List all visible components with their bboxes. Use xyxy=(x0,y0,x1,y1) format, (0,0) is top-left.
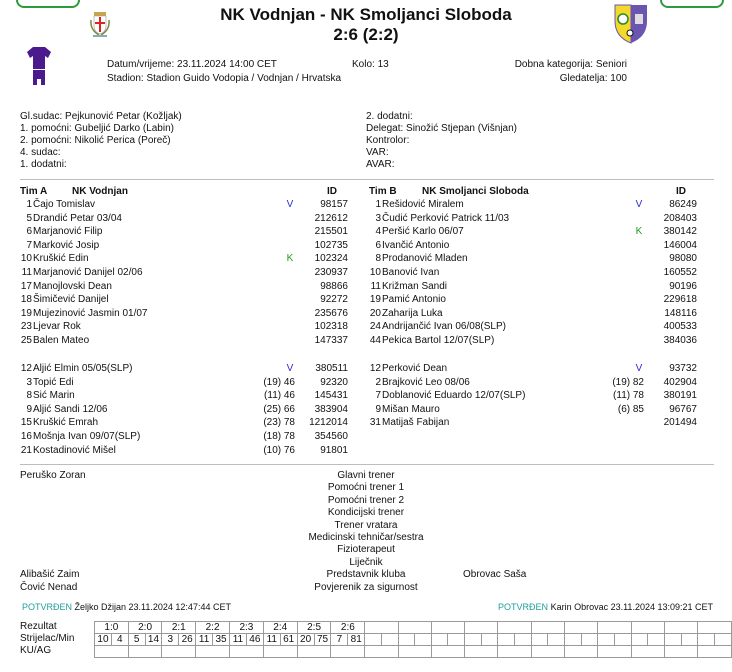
home-confirmation-text: Željko Džijan 23.11.2024 12:47:44 CET xyxy=(74,602,231,612)
shirt-number: 4 xyxy=(375,226,381,238)
age-category: Dobna kategorija: Seniori xyxy=(514,59,627,70)
minute-cell xyxy=(448,634,465,646)
scorer-cell xyxy=(665,634,682,646)
player-name: Čudić Perković Patrick 11/03 xyxy=(382,212,510,224)
result-cell: 2:1 xyxy=(162,622,196,634)
shirt-number: 19 xyxy=(369,294,381,306)
player-row xyxy=(364,320,709,334)
official-line: 1. pomoćni: Gubeljić Darko (Labin) xyxy=(20,123,174,134)
player-name: Aljić Elmin 05/05(SLP) xyxy=(33,363,133,374)
score-label-result: Rezultat xyxy=(20,621,57,632)
shirt-number: 44 xyxy=(369,335,381,346)
cards-cell xyxy=(398,646,431,658)
cards-cell xyxy=(665,646,698,658)
player-id: 160552 xyxy=(663,267,697,278)
shirt-number: 8 xyxy=(375,253,381,265)
player-id: 102735 xyxy=(314,239,348,251)
player-id: 201494 xyxy=(663,417,697,429)
player-name: Kostadinović Mišel xyxy=(33,444,116,456)
substitute-row xyxy=(364,389,709,403)
cards-cell xyxy=(128,646,162,658)
minute-cell xyxy=(615,634,632,646)
substitute-row xyxy=(15,416,360,430)
scorer-cell: 20 xyxy=(297,634,314,646)
player-id: 215501 xyxy=(314,226,348,238)
substitution-info: (19) 82 xyxy=(612,376,644,388)
minute-cell xyxy=(548,634,565,646)
player-name: Križman Sandi xyxy=(382,280,448,292)
result-cell: 2:5 xyxy=(297,622,331,634)
player-id: 400533 xyxy=(663,321,697,333)
cards-cell xyxy=(498,646,531,658)
cards-cell xyxy=(196,646,230,658)
cards-cell xyxy=(297,646,331,658)
shirt-number: 2 xyxy=(375,376,381,388)
player-id: 354560 xyxy=(314,431,348,442)
cards-cell xyxy=(263,646,297,658)
player-name: Ljevar Rok xyxy=(33,321,81,333)
player-row xyxy=(364,293,709,307)
shirt-number: 10 xyxy=(20,253,32,265)
shirt-number: 3 xyxy=(26,376,32,388)
substitution-info: (19) 46 xyxy=(263,376,295,388)
player-name: Balen Mateo xyxy=(33,335,90,346)
player-row xyxy=(364,239,709,253)
player-name: Zaharija Luka xyxy=(382,307,443,319)
player-id: 92320 xyxy=(320,376,348,388)
scorer-cell xyxy=(565,634,582,646)
player-name: Sić Marin xyxy=(33,390,75,402)
official-line: 4. sudac: xyxy=(20,147,61,158)
player-name: Drandić Petar 03/04 xyxy=(33,212,122,224)
scorer-cell xyxy=(631,634,648,646)
player-row xyxy=(364,307,709,321)
result-cell: 2:0 xyxy=(128,622,162,634)
score-label-cards: KU/AG xyxy=(20,645,52,656)
away-staff-name: Obrovac Saša xyxy=(463,569,527,581)
player-name: Banović Ivan xyxy=(382,267,440,278)
minute-cell xyxy=(581,634,598,646)
away-confirmation-text: Karin Obrovac 23.11.2024 13:09:21 CET xyxy=(550,602,713,612)
shirt-number: 1 xyxy=(26,199,32,210)
shirt-number: 24 xyxy=(369,321,381,333)
shirt-number: 25 xyxy=(20,335,32,346)
minute-cell xyxy=(481,634,498,646)
player-id: 402904 xyxy=(663,376,697,388)
match-stadium: Stadion: Stadion Guido Vodopia / Vodnjan / Hrvatska xyxy=(107,73,342,84)
player-id: 212612 xyxy=(314,212,348,224)
match-datetime: Datum/vrijeme: 23.11.2024 14:00 CET xyxy=(107,59,277,70)
scorer-cell: 7 xyxy=(331,634,348,646)
team-b-id-header: ID xyxy=(676,186,686,197)
team-a-id-header: ID xyxy=(327,186,337,197)
cards-cell xyxy=(229,646,263,658)
shirt-number: 11 xyxy=(21,267,32,278)
result-cell xyxy=(365,622,398,634)
player-name: Marjanović Danijel 02/06 xyxy=(33,267,143,278)
shirt-number: 5 xyxy=(26,212,32,224)
shirt-number: 23 xyxy=(20,321,32,333)
official-line: 1. dodatni: xyxy=(20,159,67,170)
player-row xyxy=(364,225,709,239)
shirt-number: 6 xyxy=(26,226,32,238)
player-name: Mišan Mauro xyxy=(382,403,440,415)
shirt-number: 16 xyxy=(20,431,32,442)
player-id: 147337 xyxy=(314,335,348,346)
minute-cell xyxy=(415,634,432,646)
scorer-cell xyxy=(531,634,548,646)
scorer-row xyxy=(95,634,732,646)
player-row xyxy=(364,280,709,294)
divider xyxy=(20,464,714,465)
shirt-number: 6 xyxy=(375,239,381,251)
player-row xyxy=(15,266,360,280)
result-cell xyxy=(431,622,464,634)
goalkeeper-marker: V xyxy=(635,363,643,374)
player-name: Rešidović Miralem xyxy=(382,199,464,210)
spectators: Gledatelja: 100 xyxy=(559,73,627,84)
player-id: 1212014 xyxy=(309,417,348,429)
home-confirmation-status: POTVRĐEN xyxy=(22,602,73,612)
captain-marker: K xyxy=(286,253,294,265)
player-id: 380191 xyxy=(663,390,697,402)
player-name: Marković Josip xyxy=(33,239,100,251)
player-name: Manojlovski Dean xyxy=(33,280,112,292)
player-id: 98157 xyxy=(320,199,348,210)
player-row xyxy=(15,212,360,226)
result-cell: 2:6 xyxy=(331,622,365,634)
player-name: Aljić Sandi 12/06 xyxy=(33,403,108,415)
player-name: Mošnja Ivan 09/07(SLP) xyxy=(33,431,141,442)
team-a-name: NK Vodnjan xyxy=(72,186,128,197)
player-name: Doblanović Eduardo 12/07(SLP) xyxy=(382,390,526,402)
cards-cell xyxy=(331,646,365,658)
player-name: Brajković Leo 08/06 xyxy=(382,376,470,388)
player-row xyxy=(364,252,709,266)
staff-role: Predstavnik kluba xyxy=(326,569,406,581)
player-id: 380511 xyxy=(315,363,348,374)
player-id: 235676 xyxy=(314,307,348,319)
substitution-info: (10) 76 xyxy=(263,444,295,456)
player-row xyxy=(15,239,360,253)
team-b-label: Tim B xyxy=(369,186,397,197)
shirt-number: 12 xyxy=(369,363,381,374)
player-name: Pamić Antonio xyxy=(382,294,446,306)
minute-cell xyxy=(515,634,532,646)
result-cell xyxy=(631,622,664,634)
substitution-info: (11) 46 xyxy=(264,390,295,402)
scorer-cell: 11 xyxy=(263,634,280,646)
substitute-row xyxy=(364,403,709,417)
minute-cell: 26 xyxy=(179,634,196,646)
shirt-number: 31 xyxy=(369,417,381,429)
staff-role: Liječnik xyxy=(349,556,383,568)
shirt-number: 11 xyxy=(370,280,381,292)
player-row xyxy=(15,252,360,266)
player-id: 98080 xyxy=(669,253,697,265)
scorer-cell: 3 xyxy=(162,634,179,646)
substitute-row xyxy=(15,444,360,458)
scorer-cell xyxy=(598,634,615,646)
shirt-number: 8 xyxy=(26,390,32,402)
officials-left xyxy=(20,111,182,171)
official-line: Delegat: Sinožić Stjepan (Višnjan) xyxy=(366,123,518,134)
scorer-cell xyxy=(365,634,382,646)
substitute-row xyxy=(15,362,360,376)
away-confirmation-status: POTVRĐEN xyxy=(498,602,549,612)
cards-cell xyxy=(162,646,196,658)
player-id: 384036 xyxy=(663,335,697,346)
home-staff-name: Čović Nenad xyxy=(20,581,78,593)
player-row xyxy=(364,198,709,212)
player-name: Matijaš Fabijan xyxy=(382,417,450,429)
player-row xyxy=(15,293,360,307)
captain-marker: K xyxy=(635,226,643,238)
substitution-info: (23) 78 xyxy=(263,417,295,429)
shirt-number: 9 xyxy=(26,403,32,415)
result-row xyxy=(95,622,732,634)
staff-role: Trener vratara xyxy=(334,519,398,531)
result-cell: 2:2 xyxy=(196,622,230,634)
shirt-number: 19 xyxy=(20,307,32,319)
home-confirmation xyxy=(22,601,231,613)
minute-cell: 61 xyxy=(280,634,297,646)
officials-right xyxy=(366,111,517,171)
official-line: AVAR: xyxy=(366,159,395,170)
result-cell: 2:3 xyxy=(229,622,263,634)
player-id: 96767 xyxy=(669,403,697,415)
result-cell xyxy=(665,622,698,634)
goalkeeper-marker: V xyxy=(286,199,294,210)
player-id: 90196 xyxy=(669,280,697,292)
scorer-cell: 5 xyxy=(128,634,145,646)
player-id: 208403 xyxy=(663,212,697,224)
substitution-info: (18) 78 xyxy=(263,431,295,442)
player-name: Šimičević Danijel xyxy=(33,294,109,306)
shirt-number: 18 xyxy=(20,294,32,306)
substitute-row xyxy=(15,376,360,390)
player-name: Ivančić Antonio xyxy=(382,239,450,251)
home-staff-name: Alibašić Zaim xyxy=(20,569,80,581)
shirt-number: 7 xyxy=(26,239,32,251)
substitute-row xyxy=(364,376,709,390)
player-id: 383904 xyxy=(314,403,348,415)
player-row xyxy=(364,266,709,280)
goalkeeper-marker: V xyxy=(635,199,643,210)
staff-role: Pomoćni trener 1 xyxy=(327,482,405,494)
team-b-name: NK Smoljanci Sloboda xyxy=(422,186,529,197)
player-name: Kruškić Edin xyxy=(33,253,89,265)
cards-cell xyxy=(698,646,732,658)
substitution-info: (25) 66 xyxy=(263,403,295,415)
scorer-cell xyxy=(398,634,415,646)
staff-role: Povjerenik za sigurnost xyxy=(314,581,418,593)
substitute-row xyxy=(15,389,360,403)
divider xyxy=(20,179,714,180)
cards-cell xyxy=(565,646,598,658)
match-title: NK Vodnjan - NK Smoljanci Sloboda xyxy=(220,5,512,24)
official-line: Gl.sudac: Pejkunović Petar (Kožljak) xyxy=(20,111,182,122)
result-cell xyxy=(598,622,631,634)
minute-cell xyxy=(681,634,698,646)
shirt-number: 17 xyxy=(20,280,32,292)
minute-cell xyxy=(381,634,398,646)
result-cell xyxy=(565,622,598,634)
player-id: 145431 xyxy=(314,390,348,402)
player-name: Čajo Tomislav xyxy=(33,199,96,210)
shirt-number: 15 xyxy=(20,417,32,429)
team-a-label: Tim A xyxy=(20,186,48,197)
minute-cell xyxy=(648,634,665,646)
substitution-info: (11) 78 xyxy=(613,390,644,402)
substitute-row xyxy=(364,416,709,430)
scorer-cell xyxy=(498,634,515,646)
result-cell xyxy=(698,622,732,634)
player-name: Prodanović Mladen xyxy=(382,253,468,265)
minute-cell: 35 xyxy=(213,634,230,646)
minute-cell: 14 xyxy=(145,634,162,646)
player-row xyxy=(364,212,709,226)
cards-cell xyxy=(465,646,498,658)
match-round: Kolo: 13 xyxy=(352,59,389,70)
player-name: Andrijančić Ivan 06/08(SLP) xyxy=(382,321,506,333)
cards-cell xyxy=(365,646,398,658)
staff-role: Kondicijski trener xyxy=(327,507,405,519)
player-id: 86249 xyxy=(669,199,697,210)
official-line: VAR: xyxy=(366,147,389,158)
substitute-row xyxy=(15,403,360,417)
scorer-cell: 10 xyxy=(95,634,112,646)
player-id: 102318 xyxy=(314,321,348,333)
kit-icon xyxy=(26,46,52,86)
goalkeeper-marker: V xyxy=(286,363,294,374)
shirt-number: 21 xyxy=(20,444,32,456)
substitute-row xyxy=(364,362,709,376)
player-id: 229618 xyxy=(663,294,697,306)
player-name: Peršić Karlo 06/07 xyxy=(382,226,464,238)
minute-cell: 81 xyxy=(348,634,365,646)
staff-role: Fizioterapeut xyxy=(337,544,395,556)
cards-cell xyxy=(598,646,631,658)
shirt-number: 1 xyxy=(375,199,381,210)
player-id: 93732 xyxy=(669,363,697,374)
staff-role: Pomoćni trener 2 xyxy=(327,494,405,506)
result-cell xyxy=(398,622,431,634)
match-score: 2:6 (2:2) xyxy=(333,25,399,44)
player-row xyxy=(15,334,360,348)
result-cell xyxy=(465,622,498,634)
player-id: 98866 xyxy=(320,280,348,292)
result-cell: 1:0 xyxy=(95,622,129,634)
cards-cell xyxy=(531,646,564,658)
shirt-number: 12 xyxy=(20,363,32,374)
player-name: Mujezinović Jasmin 01/07 xyxy=(33,307,148,319)
home-staff-name: Peruško Zoran xyxy=(20,470,86,481)
result-cell xyxy=(531,622,564,634)
scorer-cell xyxy=(465,634,482,646)
substitute-row xyxy=(15,430,360,444)
shirt-number: 3 xyxy=(375,212,381,224)
cards-cell xyxy=(431,646,464,658)
shirt-number: 9 xyxy=(375,403,381,415)
player-row xyxy=(15,198,360,212)
player-id: 92272 xyxy=(320,294,348,306)
away-confirmation xyxy=(498,601,713,613)
player-row xyxy=(15,225,360,239)
minute-cell: 46 xyxy=(246,634,263,646)
official-line: 2. pomoćni: Nikolić Perica (Poreč) xyxy=(20,135,171,146)
player-id: 146004 xyxy=(663,239,697,251)
player-id: 148116 xyxy=(664,307,697,319)
player-row xyxy=(15,307,360,321)
player-row xyxy=(15,280,360,294)
official-line: 2. dodatni: xyxy=(366,111,413,122)
cards-row xyxy=(95,646,732,658)
scorer-cell xyxy=(431,634,448,646)
player-id: 380142 xyxy=(663,226,697,238)
player-name: Pekica Bartol 12/07(SLP) xyxy=(382,335,495,346)
shirt-number: 20 xyxy=(369,307,381,319)
score-label-scorer: Strijelac/Min xyxy=(20,633,75,644)
result-cell xyxy=(498,622,531,634)
staff-role: Medicinski tehničar/sestra xyxy=(308,532,424,543)
scorer-cell xyxy=(698,634,715,646)
player-name: Kruškić Emrah xyxy=(33,417,99,429)
player-id: 230937 xyxy=(314,267,348,278)
player-id: 102324 xyxy=(314,253,348,265)
shirt-number: 10 xyxy=(369,267,381,278)
player-row xyxy=(364,334,709,348)
minute-cell: 4 xyxy=(111,634,128,646)
scorer-cell: 11 xyxy=(196,634,213,646)
player-row xyxy=(15,320,360,334)
minute-cell xyxy=(714,634,731,646)
shirt-number: 7 xyxy=(375,390,381,402)
scorer-cell: 11 xyxy=(229,634,246,646)
minute-cell: 75 xyxy=(314,634,331,646)
cards-cell xyxy=(95,646,129,658)
substitution-info: (6) 85 xyxy=(617,403,644,415)
player-name: Marjanović Filip xyxy=(33,226,103,238)
staff-role: Glavni trener xyxy=(337,470,395,481)
result-cell: 2:4 xyxy=(263,622,297,634)
score-table xyxy=(94,621,732,658)
player-name: Topić Edi xyxy=(33,376,74,388)
player-name: Perković Dean xyxy=(382,363,448,374)
cards-cell xyxy=(631,646,664,658)
player-id: 91801 xyxy=(320,444,348,456)
official-line: Kontrolor: xyxy=(366,135,410,146)
